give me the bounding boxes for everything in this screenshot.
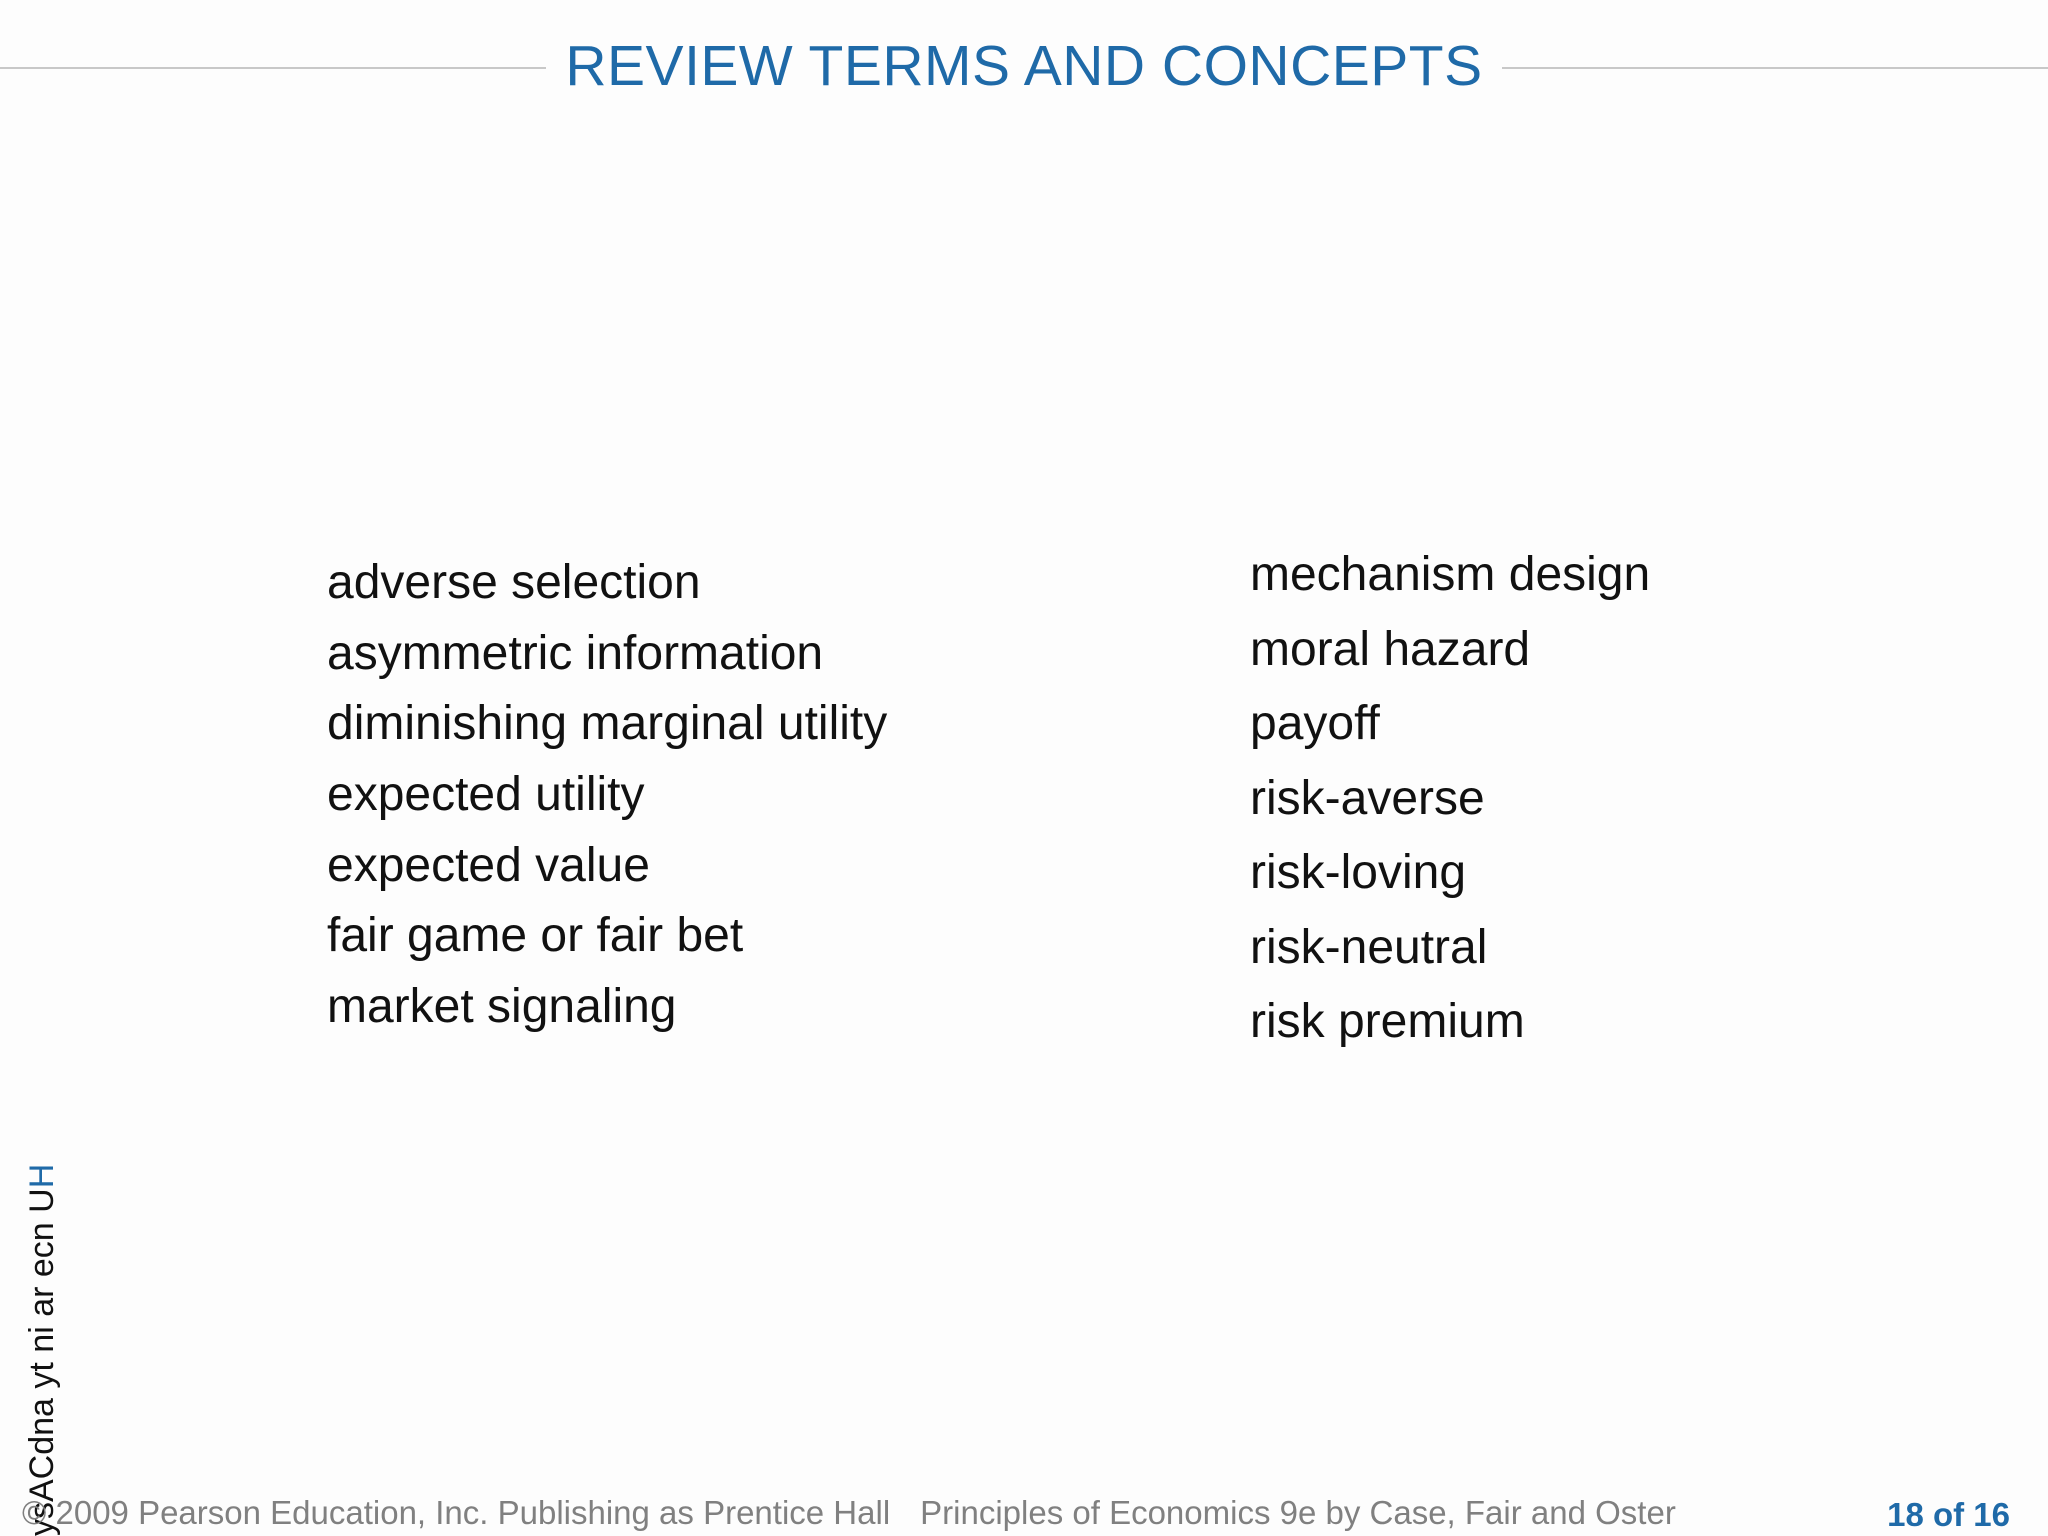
side-watermark-text: ysACdna yt ni ar ecn U (23, 1188, 61, 1536)
footer-book-title: Principles of Economics 9e by Case, Fair and Oster (920, 1494, 1676, 1531)
term-item: asymmetric information (327, 626, 824, 680)
footer (22, 1493, 1676, 1533)
term-item: risk premium (1250, 995, 1525, 1048)
footer-copyright: © 2009 Pearson Education, Inc. Publishing as Prentice Hall (22, 1494, 891, 1531)
term-item: adverse selection (327, 556, 701, 609)
term-item: risk-neutral (1250, 920, 1488, 974)
term-item: expected utility (327, 768, 645, 822)
side-watermark-highlight: H (23, 1163, 61, 1189)
term-item: expected value (327, 838, 650, 892)
term-item: risk-averse (1250, 771, 1485, 825)
slide-title: REVIEW TERMS AND CONCEPTS (565, 34, 1483, 98)
terms-list-left (327, 548, 887, 1043)
term-item: fair game or fair bet (327, 909, 744, 963)
term-item: moral hazard (1250, 622, 1531, 676)
terms-list-right (1250, 538, 1650, 1060)
side-watermark (24, 1156, 60, 1536)
term-item: mechanism design (1250, 548, 1651, 601)
term-item: market signaling (327, 980, 677, 1034)
page-indicator: 18 of 16 (1887, 1496, 2010, 1533)
term-item: payoff (1250, 697, 1380, 750)
term-item: diminishing marginal utility (327, 697, 888, 751)
term-item: risk-loving (1250, 846, 1467, 899)
